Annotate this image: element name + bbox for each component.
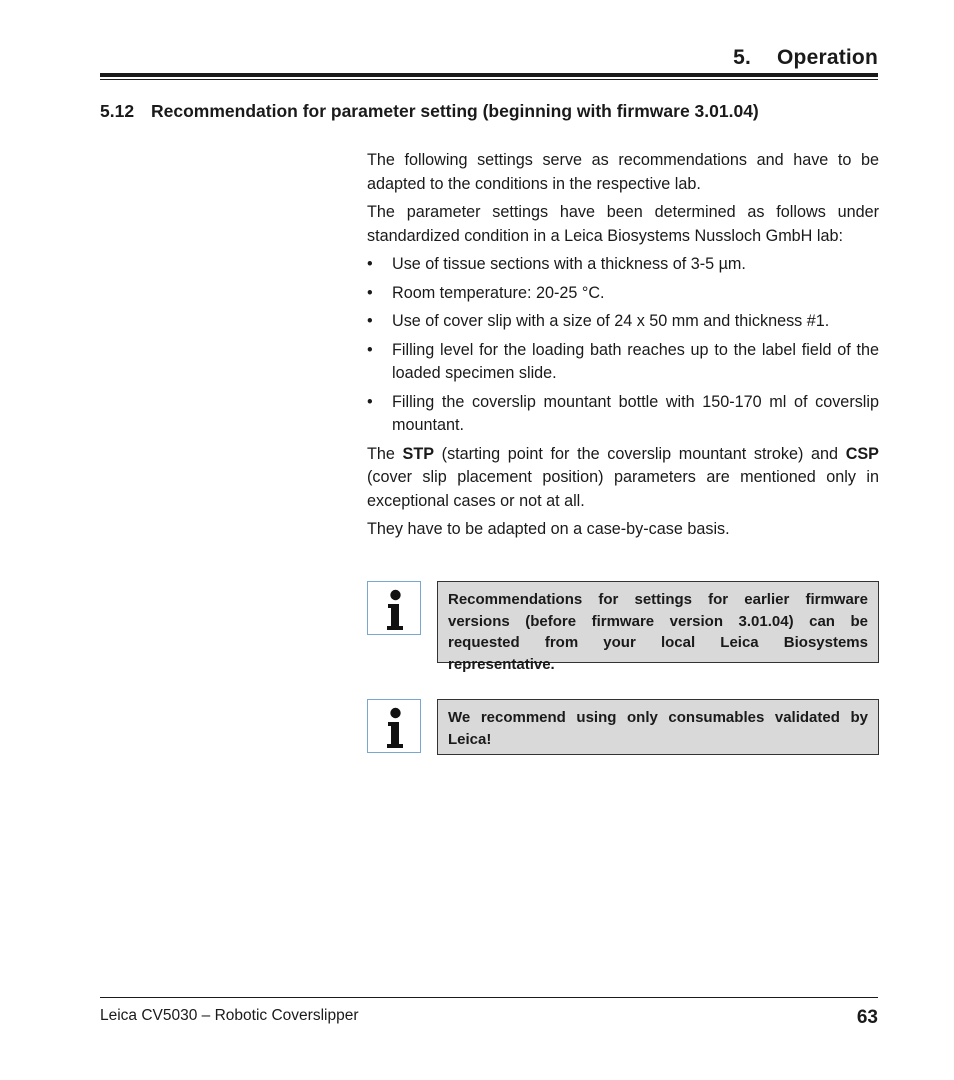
section-title: Recommendation for parameter setting (beginning with firmware 3.01.04) [151,101,759,121]
footer-product-name: Leica CV5030 – Robotic Coverslipper [100,1007,359,1024]
info-icon [367,581,421,635]
bullet: • [367,255,373,273]
header-rule-thin [100,79,878,80]
text-run: (starting point for the coverslip mountant stroke) and [434,444,846,463]
paragraph-intro: The following settings serve as recommendations and have to be adapted to the conditions in the respective lab. [367,151,879,193]
info-note-consumables [367,699,879,755]
chapter-title: Operation [777,46,878,69]
paragraph-stp-csp [367,443,879,514]
list-item-text: Filling the coverslip mountant bottle with 150-170 ml of coverslip mountant. [392,392,879,434]
list-item [367,339,879,386]
info-note-firmware [367,581,879,673]
chapter-header [733,46,878,70]
paragraph-conditions: The parameter settings have been determined as follows under standardized condition in a Leica Biosystems Nussloch GmbH lab: [367,203,879,245]
page-number: 63 [856,1007,878,1028]
bullet: • [367,312,373,330]
list-item [367,282,879,306]
bullet: • [367,392,373,411]
list-item [367,253,879,277]
list-item-text: Room temperature: 20-25 °C. [392,283,605,302]
list-item-text: Use of cover slip with a size of 24 x 50 mm and thickness #1. [392,312,830,330]
note-text: We recommend using only consumables validated by Leica! [437,699,879,755]
stp-term: STP [402,444,435,463]
list-item [367,391,879,438]
list-item-text: Use of tissue sections with a thickness of 3-5 µm. [392,255,746,273]
body-text [367,149,879,547]
chapter-number: 5. [733,46,752,69]
text-run: (cover slip placement position) parameters are mentioned only in exceptional cases or not at all. [367,468,879,510]
section-number: 5.12 [100,101,135,121]
list-item-text: Filling level for the loading bath reaches up to the label field of the loaded specimen slide. [392,340,879,382]
bullet: • [367,283,373,302]
bullet: • [367,340,373,359]
note-text: Recommendations for settings for earlier firmware versions (before firmware version 3.01.04) can be requested from your local Leica Biosystems representative. [437,581,879,663]
text-run: The [367,444,403,463]
header-rule-thick [100,73,878,77]
list-item [367,310,879,334]
info-icon [367,699,421,753]
paragraph-case-by-case: They have to be adapted on a case-by-case basis. [367,520,730,538]
conditions-list [367,253,879,438]
csp-term: CSP [845,444,879,463]
section-heading [100,101,759,122]
footer-rule [100,997,878,998]
